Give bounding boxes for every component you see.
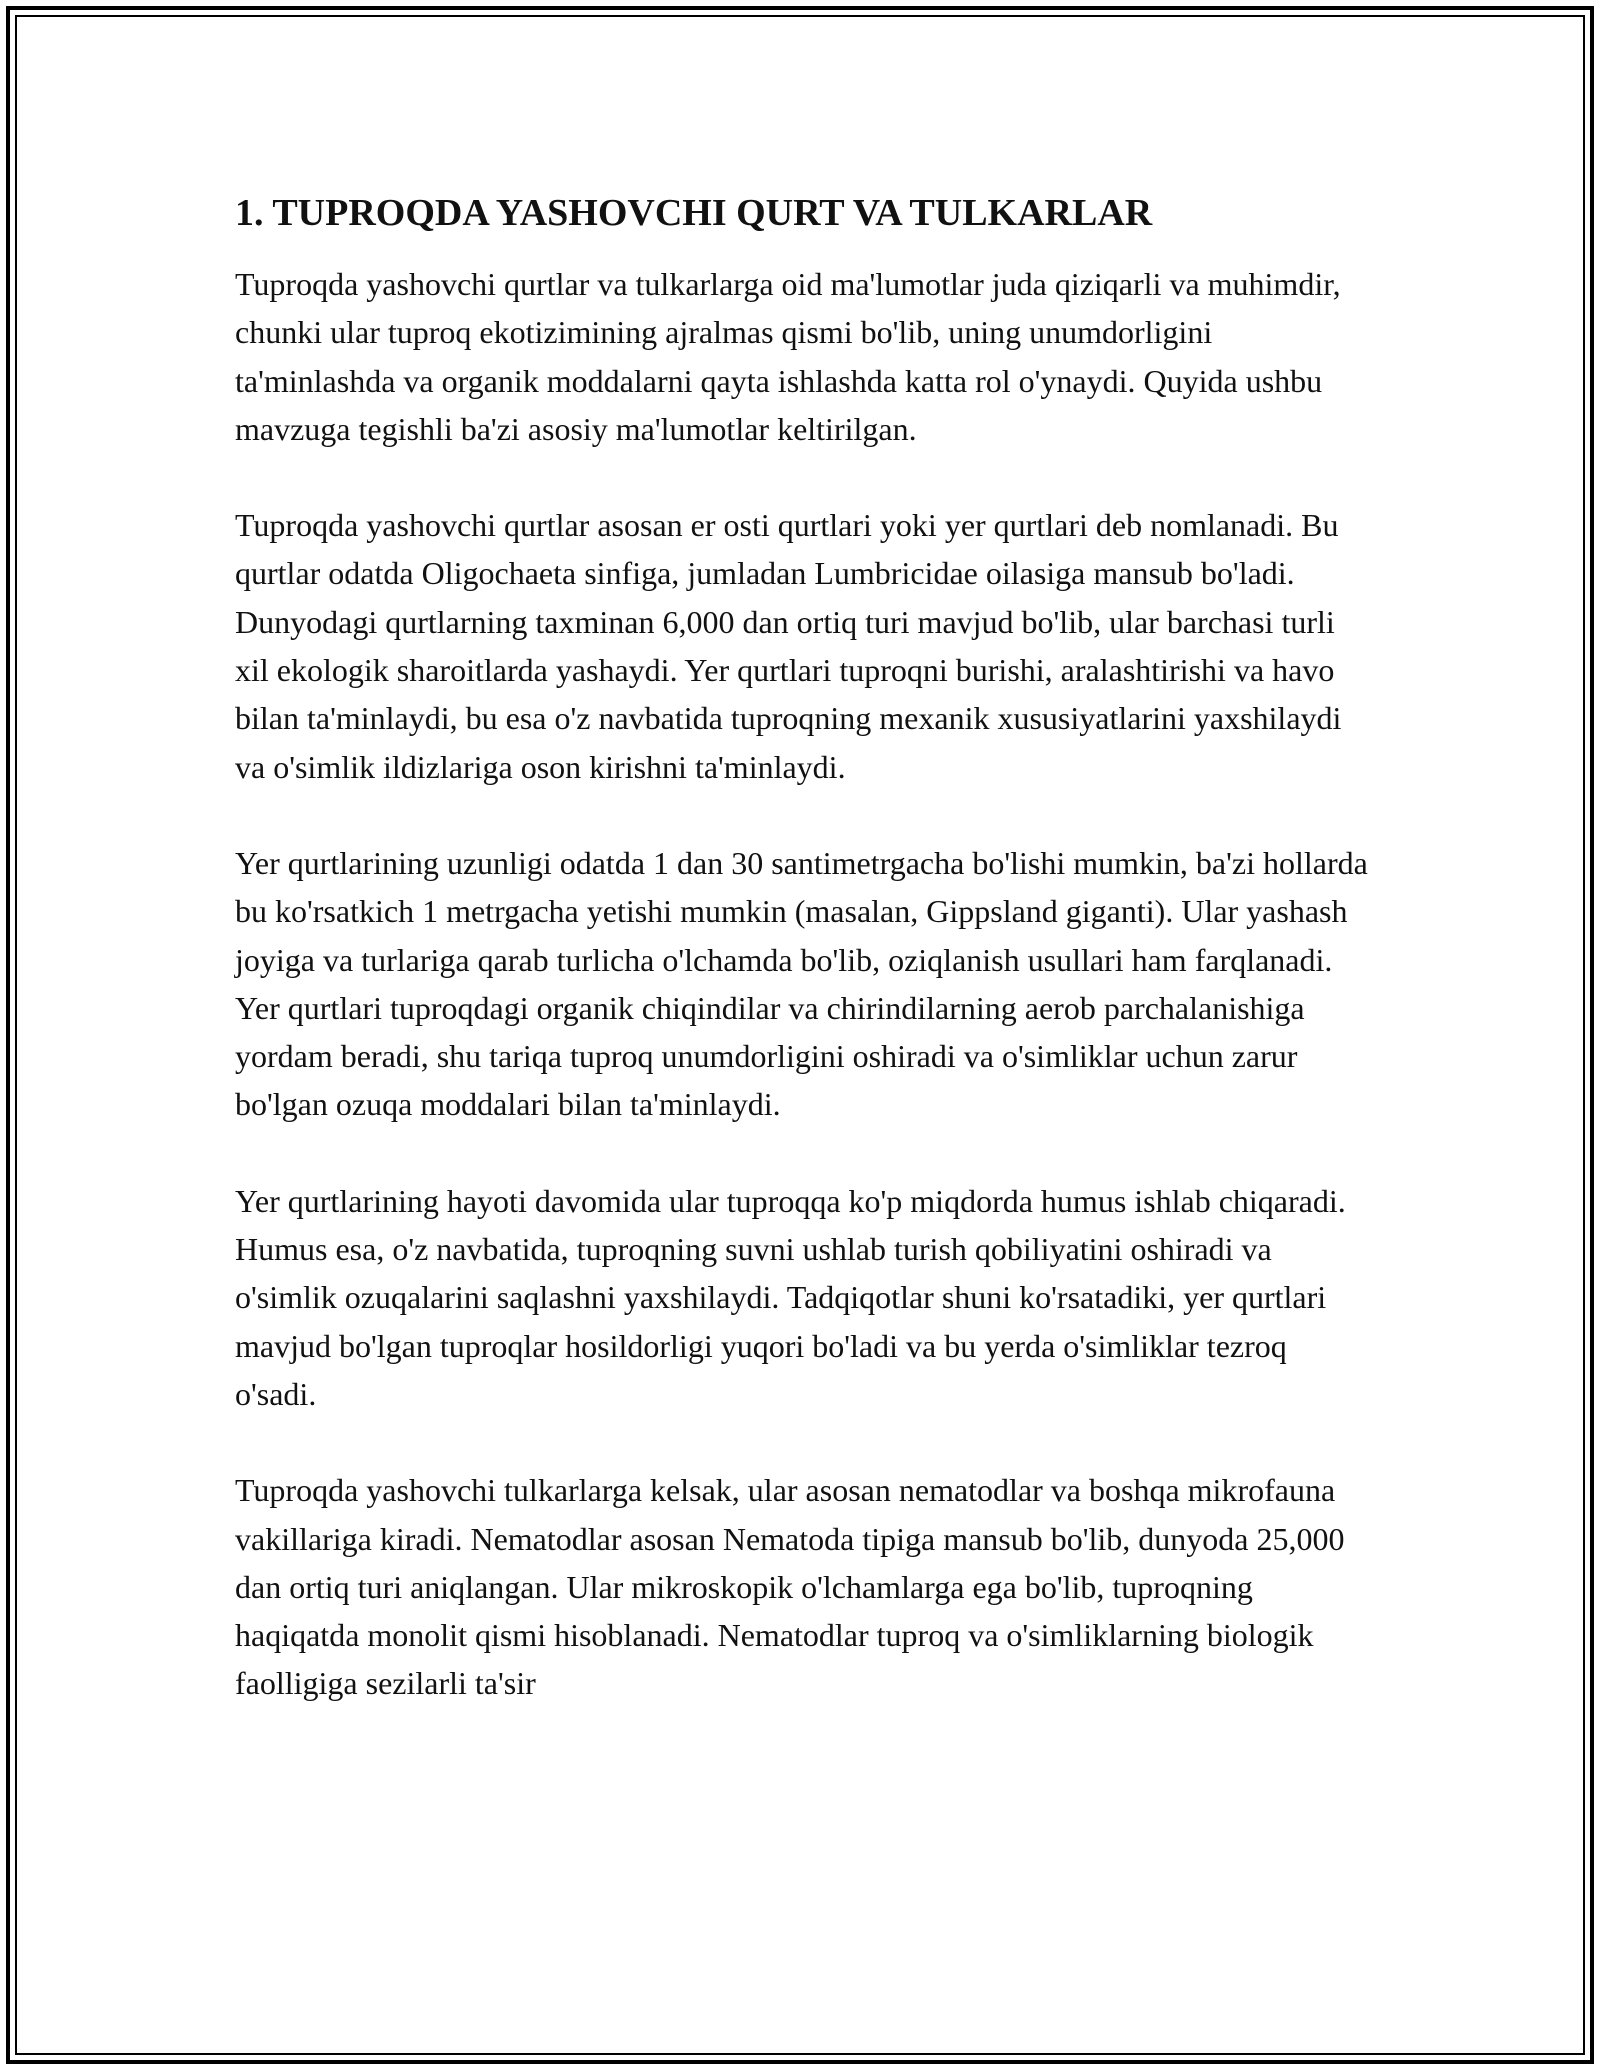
section-heading: 1. TUPROQDA YASHOVCHI QURT VA TULKARLAR — [235, 192, 1153, 234]
paragraph-humus: Yer qurtlarining hayoti davomida ular tuproqqa ko'p miqdorda humus ishlab chiqaradi. Humus esa, o'z navbatida, tuproqning suvni ushlab turish qobiliyatini oshiradi va o'simlik ozuqalarini saqlashni yaxshilaydi. Tadqiqotlar shuni ko'rsatadiki, yer qurtlari mavjud bo'lgan tuproqlar hosildorligi yuqori bo'ladi va bu yerda o'simliklar tezroq o'sadi. — [235, 1182, 1346, 1412]
paragraph-earthworm-size: Yer qurtlarining uzunligi odatda 1 dan 30 santimetrgacha bo'lishi mumkin, ba'zi hollarda bu ko'rsatkich 1 metrgacha yetishi mumkin (masalan, Gippsland giganti). Ular yashash joyiga va turlariga qarab turlicha o'lchamda bo'lib, oziqlanish usullari ham farqlanadi. Yer qurtlari tuproqdagi organik chiqindilar va chirindilarning aerob parchalanishiga yordam beradi, shu tariqa tuproq unumdorligini oshiradi va o'simliklar uchun zarur bo'lgan ozuqa moddalari bilan ta'minlaydi. — [235, 844, 1368, 1123]
paragraph-earthworms: Tuproqda yashovchi qurtlar asosan er osti qurtlari yoki yer qurtlari deb nomlanadi. Bu qurtlar odatda Oligochaeta sinfiga, jumladan Lumbricidae oilasiga mansub bo'ladi. Dunyodagi qurtlarning taxminan 6,000 dan ortiq turi mavjud bo'lib, ular barchasi turli xil ekologik sharoitlarda yashaydi. Yer qurtlari tuproqni burishi, aralashtirishi va havo bilan ta'minlaydi, bu esa o'z navbatida tuproqning mexanik xususiyatlarini yaxshilaydi va o'simlik ildizlariga oson kirishni ta'minlaydi. — [235, 507, 1342, 785]
document-body — [235, 186, 1375, 1708]
paragraph-intro: Tuproqda yashovchi qurtlar va tulkarlarga oid ma'lumotlar juda qiziqarli va muhimdir, chunki ular tuproq ekotizimining ajralmas qismi bo'lib, uning unumdorligini ta'minlashda va organik moddalarni qayta ishlashda katta rol o'ynaydi. Quyida ushbu mavzuga tegishli ba'zi asosiy ma'lumotlar keltirilgan. — [235, 266, 1341, 447]
paragraph-nematodes: Tuproqda yashovchi tulkarlarga kelsak, ular asosan nematodlar va boshqa mikrofauna vakillariga kiradi. Nematodlar asosan Nematoda tipiga mansub bo'lib, dunyoda 25,000 dan ortiq turi aniqlangan. Ular mikroskopik o'lchamlarga ega bo'lib, tuproqning haqiqatda monolit qismi hisoblanadi. Nematodlar tuproq va o'simliklarning biologik faolligiga sezilarli ta'sir — [235, 1472, 1345, 1702]
